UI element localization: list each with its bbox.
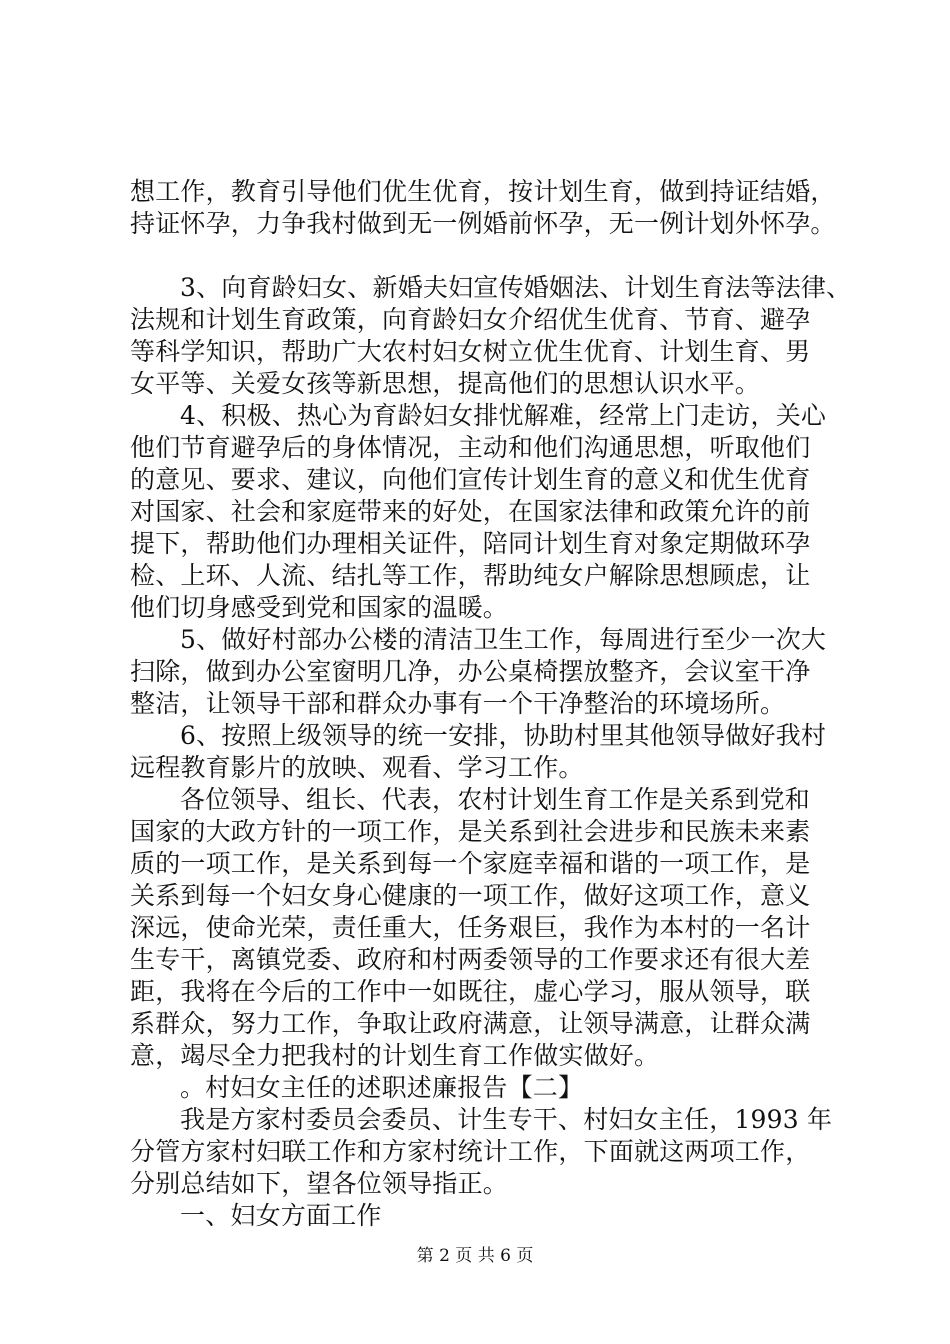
text-line: 国家的大政方针的一项工作，是关系到社会进步和民族未来素 bbox=[130, 817, 811, 846]
text-line: 检、上环、人流、结扎等工作，帮助纯女户解除思想顾虑，让 bbox=[130, 561, 811, 590]
text-line: 深远，使命光荣，责任重大，任务艰巨，我作为本村的一名计 bbox=[130, 913, 811, 942]
text-line: 4、积极、热心为育龄妇女排忧解难，经常上门走访，关心 bbox=[180, 401, 827, 430]
paragraph bbox=[130, 1072, 830, 1104]
text-line: 各位领导、组长、代表，农村计划生育工作是关系到党和 bbox=[180, 785, 811, 814]
paragraph-gap bbox=[130, 240, 830, 272]
text-line: 女平等、关爱女孩等新思想，提高他们的思想认识水平。 bbox=[130, 369, 761, 398]
text-line: 系群众，努力工作，争取让政府满意，让领导满意，让群众满 bbox=[130, 1009, 811, 1038]
text-line: 意，竭尽全力把我村的计划生育工作做实做好。 bbox=[130, 1041, 660, 1070]
text-line: 6、按照上级领导的统一安排，协助村里其他领导做好我村 bbox=[180, 721, 827, 750]
text-line: 质的一项工作，是关系到每一个家庭幸福和谐的一项工作，是 bbox=[130, 849, 811, 878]
text-line: 想工作，教育引导他们优生优育，按计划生育，做到持证结婚， bbox=[130, 177, 836, 206]
text-line: 等科学知识，帮助广大农村妇女树立优生优育、计划生育、男 bbox=[130, 337, 811, 366]
text-line: 5、做好村部办公楼的清洁卫生工作，每周进行至少一次大 bbox=[180, 625, 827, 654]
document-body bbox=[130, 176, 852, 1232]
text-line: 分管方家村妇联工作和方家村统计工作，下面就这两项工作， bbox=[130, 1137, 811, 1166]
text-line: 生专干，离镇党委、政府和村两委领导的工作要求还有很大差 bbox=[130, 945, 811, 974]
text-line: 距，我将在今后的工作中一如既往，虚心学习，服从领导，联 bbox=[130, 977, 811, 1006]
paragraph bbox=[130, 624, 830, 720]
paragraph bbox=[130, 400, 830, 624]
page-footer: 第 2 页 共 6 页 bbox=[416, 1246, 534, 1266]
text-line: 扫除，做到办公室窗明几净，办公桌椅摆放整齐，会议室干净 bbox=[130, 657, 811, 686]
text-line: 他们节育避孕后的身体情况，主动和他们沟通思想，听取他们 bbox=[130, 433, 811, 462]
paragraph bbox=[130, 784, 830, 1072]
paragraph bbox=[130, 1104, 833, 1200]
paragraph bbox=[130, 176, 836, 240]
paragraph bbox=[130, 720, 830, 784]
text-line: 法规和计划生育政策，向育龄妇女介绍优生优育、节育、避孕 bbox=[130, 305, 811, 334]
paragraph bbox=[130, 272, 852, 400]
text-line: 关系到每一个妇女身心健康的一项工作，做好这项工作，意义 bbox=[130, 881, 811, 910]
text-line: 我是方家村委员会委员、计生专干、村妇女主任，1993 年 bbox=[180, 1105, 833, 1134]
text-line: 整洁，让领导干部和群众办事有一个干净整治的环境场所。 bbox=[130, 689, 786, 718]
text-line: 他们切身感受到党和国家的温暖。 bbox=[130, 593, 509, 622]
text-line: 提下，帮助他们办理相关证件，陪同计划生育对象定期做环孕 bbox=[130, 529, 811, 558]
text-line: 的意见、要求、建议，向他们宣传计划生育的意义和优生优育 bbox=[130, 465, 811, 494]
text-line: 3、向育龄妇女、新婚夫妇宣传婚姻法、计划生育法等法律、 bbox=[180, 273, 852, 302]
text-line: 远程教育影片的放映、观看、学习工作。 bbox=[130, 753, 584, 782]
text-line: 分别总结如下，望各位领导指正。 bbox=[130, 1169, 509, 1198]
text-line: 一、妇女方面工作 bbox=[180, 1201, 382, 1230]
text-line: 持证怀孕，力争我村做到无一例婚前怀孕，无一例计划外怀孕。 bbox=[130, 209, 836, 238]
paragraph bbox=[130, 1200, 830, 1232]
text-line: 。村妇女主任的述职述廉报告【二】 bbox=[180, 1073, 584, 1102]
text-line: 对国家、社会和家庭带来的好处，在国家法律和政策允许的前 bbox=[130, 497, 811, 526]
